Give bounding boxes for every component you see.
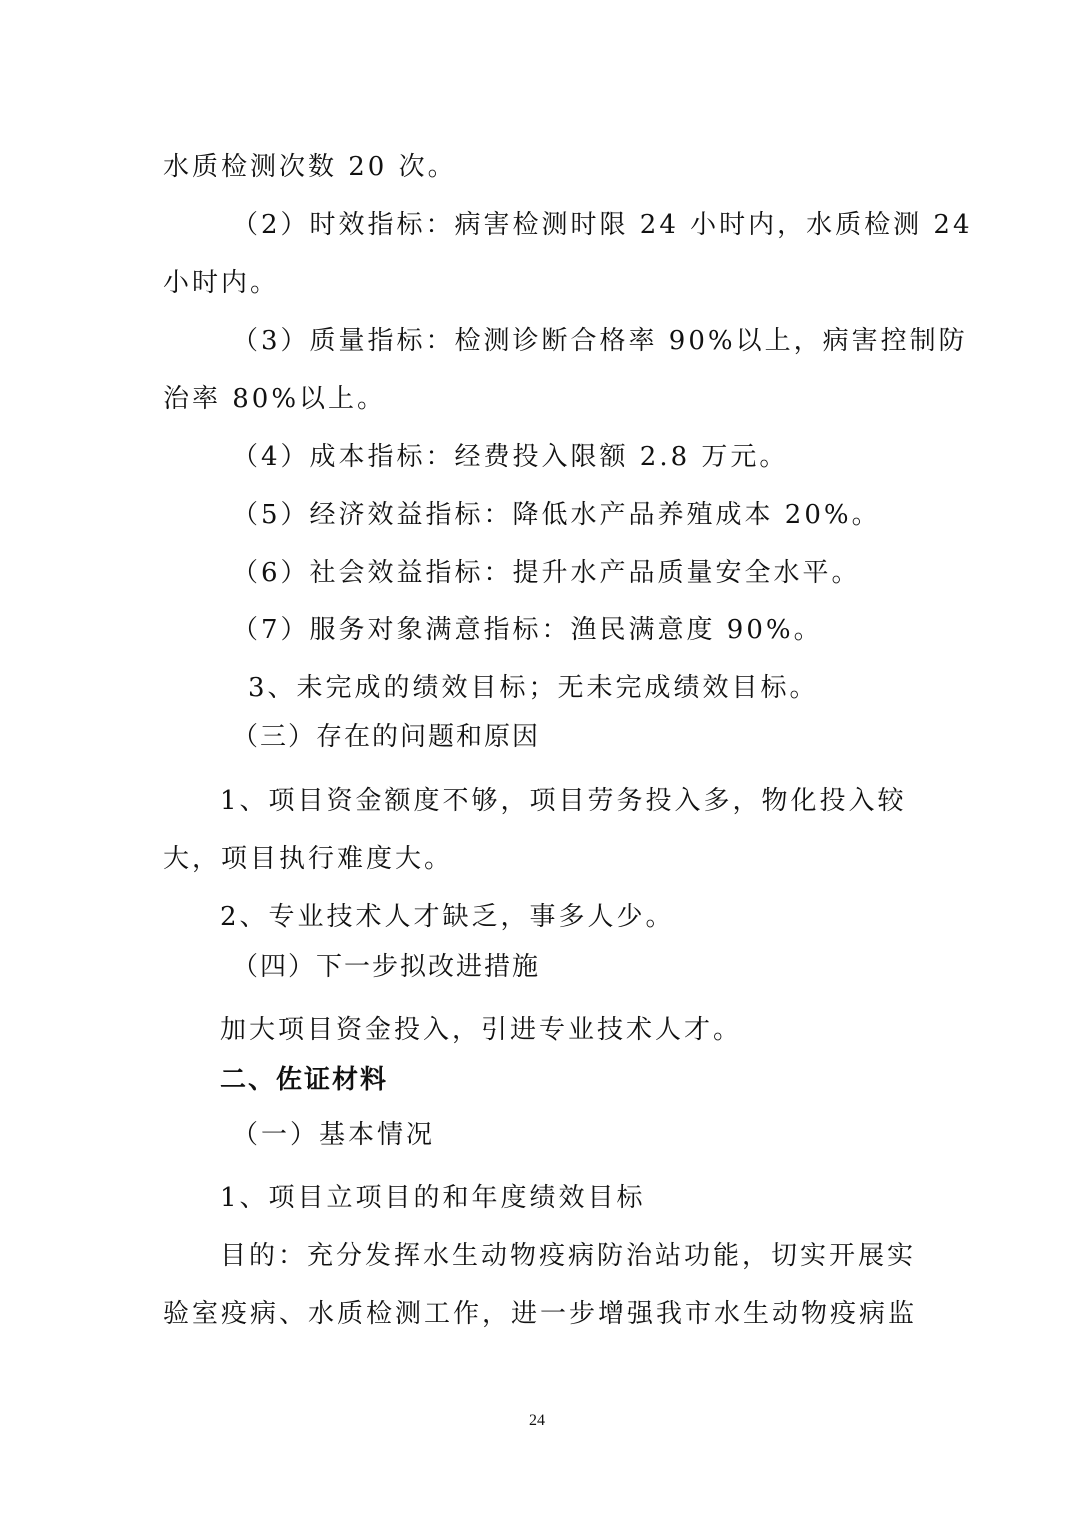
problem-item-1: 1、项目资金额度不够，项目劳务投入多，物化投入较 [220,786,907,816]
paragraph-line: 水质检测次数 20 次。 [163,152,457,182]
unfinished-goals: 3、未完成的绩效目标；无未完成绩效目标。 [248,673,819,703]
paragraph-line: 小时内。 [163,268,280,298]
paragraph-line: 大，项目执行难度大。 [163,844,454,874]
indicator-quality: （3）质量指标：检测诊断合格率 90%以上，病害控制防 [232,326,968,356]
improvement-text: 加大项目资金投入，引进专业技术人才。 [220,1015,743,1045]
section-heading-basic: （一）基本情况 [232,1120,436,1150]
indicator-satisfaction: （7）服务对象满意指标：渔民满意度 90%。 [232,615,823,645]
subsection-heading: 1、项目立项目的和年度绩效目标 [220,1183,646,1213]
purpose-text: 目的：充分发挥水生动物疫病防治站功能，切实开展实 [220,1241,917,1271]
section-heading-evidence: 二、佐证材料 [220,1065,389,1095]
indicator-cost: （4）成本指标：经费投入限额 2.8 万元。 [232,442,789,472]
indicator-timeliness: （2）时效指标：病害检测时限 24 小时内，水质检测 24 [232,210,973,240]
indicator-economic: （5）经济效益指标：降低水产品养殖成本 20%。 [232,500,881,530]
section-heading-improvements: （四）下一步拟改进措施 [232,952,541,982]
paragraph-line: 治率 80%以上。 [163,384,387,414]
page-number: 24 [529,1412,545,1429]
indicator-social: （6）社会效益指标：提升水产品质量安全水平。 [232,558,861,588]
paragraph-line: 验室疫病、水质检测工作，进一步增强我市水生动物疫病监 [163,1299,918,1329]
problem-item-2: 2、专业技术人才缺乏，事多人少。 [220,902,675,932]
section-heading-problems: （三）存在的问题和原因 [232,722,541,752]
